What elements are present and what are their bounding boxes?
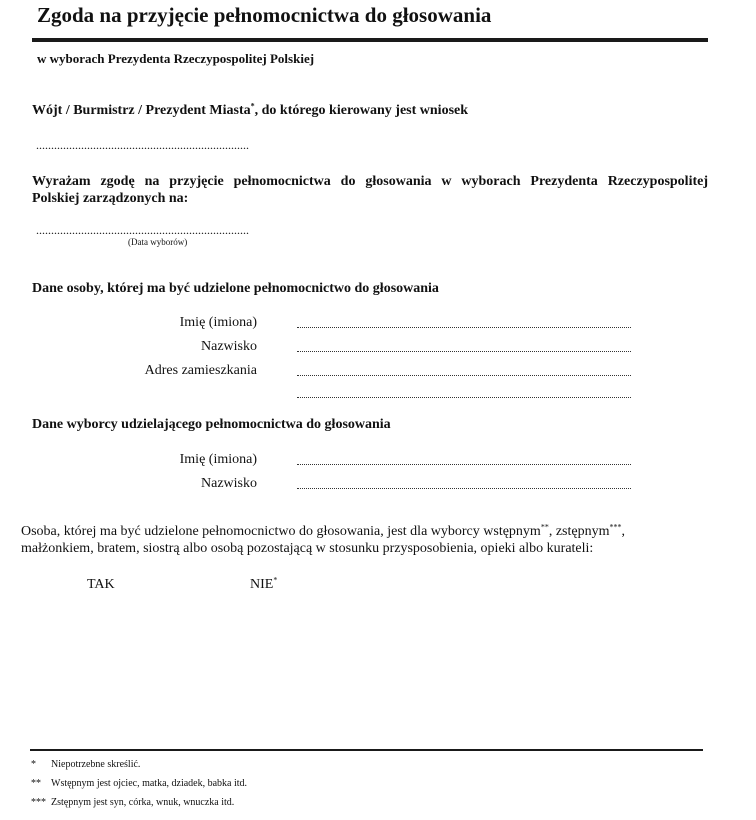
authority-field[interactable]: ....................................................................... [36,138,249,152]
relation-text-b: , zstępnym [548,524,610,539]
footnote-2-mark: ** [31,778,41,789]
proxy-first-name-field[interactable] [297,327,631,328]
voter-first-name-field[interactable] [297,464,631,465]
footnote-ref-no: * [273,575,278,585]
authority-label-main: Wójt / Burmistrz / Prezydent Miasta [32,103,251,118]
voter-first-name-label: Imię (imiona) [179,452,257,467]
relation-line-2: małżonkiem, bratem, siostrą albo osobą pozostającą w stosunku przysposobienia, opieki albo kurateli: [21,541,594,556]
proxy-address-field[interactable] [297,375,631,376]
relation-text-c: , [621,524,625,539]
footnote-2-text: Wstępnym jest ojciec, matka, dziadek, babka itd. [51,778,248,789]
form-title: Zgoda na przyjęcie pełnomocnictwa do głosowania [37,3,492,27]
footnote-1-text: Niepotrzebne skreślić. [51,759,141,770]
title-divider [32,38,708,42]
relation-line-1 [21,523,721,540]
footnote-ref-double: ** [540,522,549,532]
proxy-last-name-label: Nazwisko [201,339,257,354]
footnote-1-mark: * [31,759,36,770]
option-no-label: NIE [250,577,274,592]
footnote-3-mark: *** [31,797,46,808]
election-date-field[interactable]: ....................................................................... [36,223,249,237]
voter-section-heading: Dane wyborcy udzielającego pełnomocnictwa do głosowania [32,417,391,432]
authority-label-rest: , do którego kierowany jest wniosek [254,103,469,118]
footnote-ref-single: * [250,101,255,111]
authority-label [32,103,468,119]
footnote-3-text: Zstępnym jest syn, córka, wnuk, wnuczka itd. [51,797,235,808]
footnote-1 [31,759,140,770]
footnote-ref-triple: *** [609,522,622,532]
consent-line-2: Polskiej zarządzonych na: [32,191,189,206]
footnote-3 [31,797,234,808]
form-subtitle: w wyborach Prezydenta Rzeczypospolitej Polskiej [37,51,315,66]
consent-line-1: Wyrażam zgodę na przyjęcie pełnomocnictwa do głosowania w wyborach Prezydenta Rzeczypospolitej [32,174,708,189]
option-no[interactable] [250,576,277,593]
proxy-last-name-field[interactable] [297,351,631,352]
footnote-divider [30,749,703,751]
relation-statement [21,523,721,557]
proxy-address-field-2[interactable] [297,397,631,398]
proxy-first-name-label: Imię (imiona) [179,315,257,330]
voter-last-name-label: Nazwisko [201,476,257,491]
voter-last-name-field[interactable] [297,488,631,489]
proxy-address-label: Adres zamieszkania [144,363,257,378]
footnote-2 [31,778,247,789]
proxy-section-heading: Dane osoby, której ma być udzielone pełnomocnictwo do głosowania [32,281,439,296]
consent-statement [32,173,708,207]
relation-text-a: Osoba, której ma być udzielone pełnomocnictwo do głosowania, jest dla wyborcy wstępnym [21,524,541,539]
option-yes[interactable]: TAK [87,577,115,592]
election-date-caption: (Data wyborów) [128,237,188,247]
